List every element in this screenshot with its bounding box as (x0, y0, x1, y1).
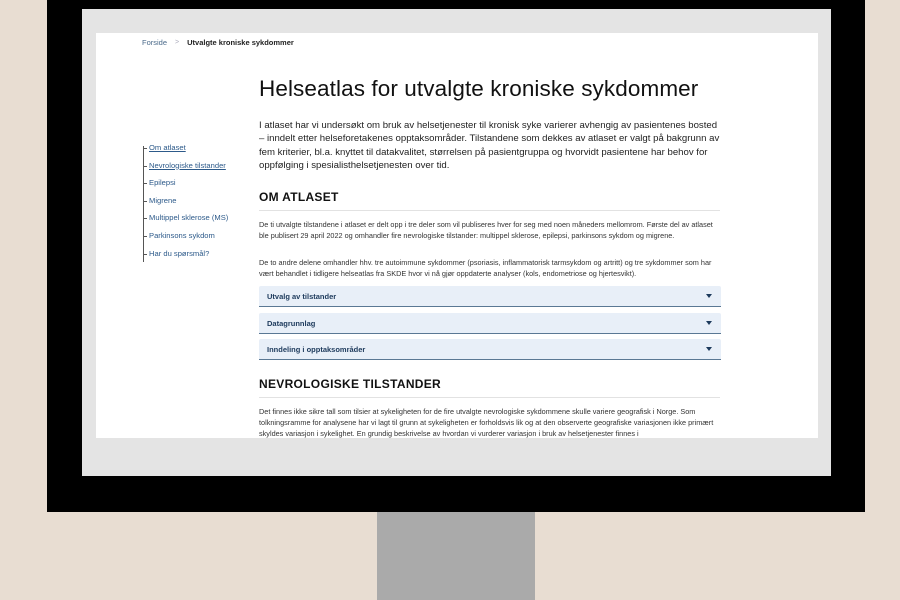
page-title: Helseatlas for utvalgte kroniske sykdommer (259, 76, 699, 101)
monitor-stand (377, 511, 535, 600)
table-of-contents (143, 143, 253, 262)
breadcrumb-separator-icon: > (175, 39, 180, 46)
accordion-datagrunnlag[interactable] (259, 313, 721, 334)
accordion-label: Inndeling i opptaksområder (267, 344, 366, 354)
toc-item-om-atlaset[interactable]: Om atlaset (144, 139, 253, 157)
browser-page (96, 33, 818, 438)
breadcrumb-home-link[interactable]: Forside (142, 38, 168, 47)
toc-item-migrene[interactable]: Migrene (144, 192, 253, 210)
toc-item-parkinsons[interactable]: Parkinsons sykdom (144, 227, 253, 245)
breadcrumb-current: Utvalgte kroniske sykdommer (187, 38, 294, 47)
accordion-label: Utvalg av tilstander (267, 291, 337, 301)
om-atlaset-paragraph-1: De ti utvalgte tilstandene i atlaset er delt opp i tre deler som vil publiseres hver for seg med noen måneders mellomrom. Første del av atlaset ble publisert 29 april 2022 og omhandler fire nevrologiske tilstander: multippel sklerose, epilepsi, parkinsons sykdom og migrene. (259, 220, 713, 240)
section-divider (259, 210, 720, 211)
toc-item-har-du-sporsmal[interactable]: Har du spørsmål? (144, 245, 253, 263)
lead-paragraph: I atlaset har vi undersøkt om bruk av helsetjenester til kronisk syke varierer avhengig av pasientenes bosted – inndelt etter helseforetakenes opptaksområder. Tilstandene som dekkes av atlaset er valgt på bakgrunn av fem kriterier, bl.a. knyttet til datakvalitet, størrelsen på pasientgruppa og hvorvidt pasientene har behov for oppfølging i spesialisthelsetjenesten over tid. (259, 120, 720, 171)
accordion-utvalg-av-tilstander[interactable] (259, 286, 721, 307)
breadcrumb (142, 38, 294, 47)
nevrologiske-paragraph-1: Det finnes ikke sikre tall som tilsier at sykeligheten for de fire utvalgte nevrologiske sykdommene skulle variere geografisk i Norge. Som tolkningsramme for analysene har vi lagt til grunn at sykeligheten er forholdsvis lik og at den observerte geografiske variasjonen ikke primært skyldes variasjon i sykelighet. En grundig beskrivelse av hvordan vi vurderer variasjon i bruk av helsetjenester finnes i (259, 407, 714, 438)
toc-item-multippel-sklerose[interactable]: Multippel sklerose (MS) (144, 209, 253, 227)
toc-item-epilepsi[interactable]: Epilepsi (144, 174, 253, 192)
om-atlaset-paragraph-2: De to andre delene omhandler hhv. tre autoimmune sykdommer (psoriasis, inflammatorisk tarmsykdom og artritt) og tre sykdommer som har vært behandlet i tidligere helseatlas fra SKDE hvor vi nå gjør oppdaterte analyser (kols, endometriose og hjertesvikt). (259, 258, 712, 278)
accordion-label: Datagrunnlag (267, 318, 316, 328)
caret-down-icon (706, 347, 712, 351)
section-heading-nevrologiske-tilstander: NEVROLOGISKE TILSTANDER (259, 377, 442, 391)
section-divider (259, 397, 720, 398)
caret-down-icon (706, 321, 712, 325)
toc-item-nevrologiske-tilstander[interactable]: Nevrologiske tilstander (144, 157, 253, 175)
accordion-inndeling-i-opptaksomrader[interactable] (259, 339, 721, 360)
section-heading-om-atlaset: OM ATLASET (259, 190, 339, 204)
caret-down-icon (706, 294, 712, 298)
